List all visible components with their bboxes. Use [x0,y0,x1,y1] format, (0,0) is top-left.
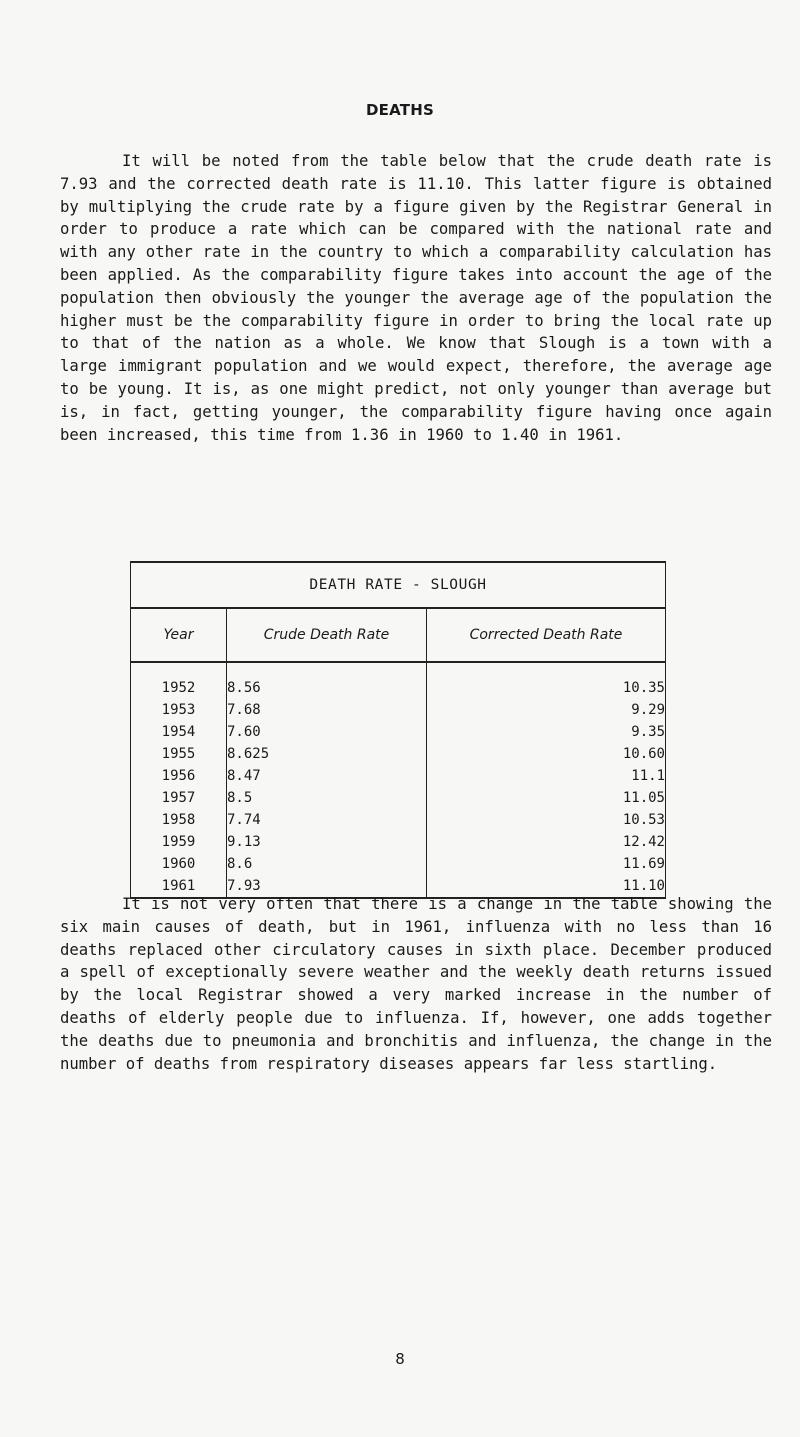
table-row [131,721,666,743]
cell-corrected: 10.60 [427,743,666,765]
cell-year: 1960 [131,853,227,875]
cell-corrected: 9.35 [427,721,666,743]
table-row [131,699,666,721]
page-heading: DEATHS [366,101,434,119]
cell-corrected: 11.69 [427,853,666,875]
table-row [131,662,666,699]
cell-crude: 7.60 [227,721,427,743]
cell-corrected: 12.42 [427,831,666,853]
intro-paragraph: It will be noted from the table below that the crude death rate is 7.93 and the corrected death rate is 11.10. This latter figure is obtained by multiplying the crude rate by a figure given by the Registrar General in order to produce a rate which can be compared with the national rate and with any other rate in the country to which a comparability calculation has been applied. As the comparability figure takes into account the age of the population then obviously the younger the average age of the population the higher must be the comparability figure in order to bring the local rate up to that of the nation as a whole. We know that Slough is a town with a large immigrant population and we would expect, therefore, the average age to be young. It is, as one might predict, not only younger than average but is, in fact, getting younger, the comparability figure having once again been increased, this time from 1.36 in 1960 to 1.40 in 1961. [60,152,772,444]
cell-crude: 8.56 [227,662,427,699]
cell-year: 1954 [131,721,227,743]
table-header-row [131,608,666,662]
cell-crude: 8.5 [227,787,427,809]
cell-corrected: 9.29 [427,699,666,721]
cell-corrected: 11.10 [427,875,666,898]
cell-year: 1956 [131,765,227,787]
cell-corrected: 11.05 [427,787,666,809]
table-title: DEATH RATE - SLOUGH [131,562,666,608]
cell-year: 1958 [131,809,227,831]
page-number: 8 [395,1350,405,1368]
cell-crude: 7.93 [227,875,427,898]
cell-crude: 7.68 [227,699,427,721]
table-row [131,831,666,853]
cell-corrected: 10.53 [427,809,666,831]
cell-corrected: 11.1 [427,765,666,787]
causes-paragraph: It is not very often that there is a change in the table showing the six main causes of death, but in 1961, influenza with no less than 16 deaths replaced other circulatory causes in sixth place. December produced a spell of exceptionally severe weather and the weekly death returns issued by the local Registrar showed a very marked increase in the number of deaths of elderly people due to influenza. If, however, one adds together the deaths due to pneumonia and bronchitis and influenza, the change in the number of deaths from respiratory diseases appears far less startling. [60,895,772,1073]
table-row [131,809,666,831]
header-corrected-rate: Corrected Death Rate [427,608,666,662]
table-title-row [131,562,666,608]
cell-year: 1959 [131,831,227,853]
cell-corrected: 10.35 [427,662,666,699]
cell-year: 1952 [131,662,227,699]
table-row [131,787,666,809]
cell-year: 1961 [131,875,227,898]
cell-crude: 9.13 [227,831,427,853]
table-row [131,743,666,765]
cell-crude: 8.47 [227,765,427,787]
death-rate-table [130,561,666,899]
cell-year: 1957 [131,787,227,809]
cell-year: 1953 [131,699,227,721]
table-row [131,853,666,875]
header-crude-rate: Crude Death Rate [227,608,427,662]
table-row [131,765,666,787]
cell-crude: 7.74 [227,809,427,831]
header-year: Year [131,608,227,662]
cell-year: 1955 [131,743,227,765]
cell-crude: 8.6 [227,853,427,875]
cell-crude: 8.625 [227,743,427,765]
